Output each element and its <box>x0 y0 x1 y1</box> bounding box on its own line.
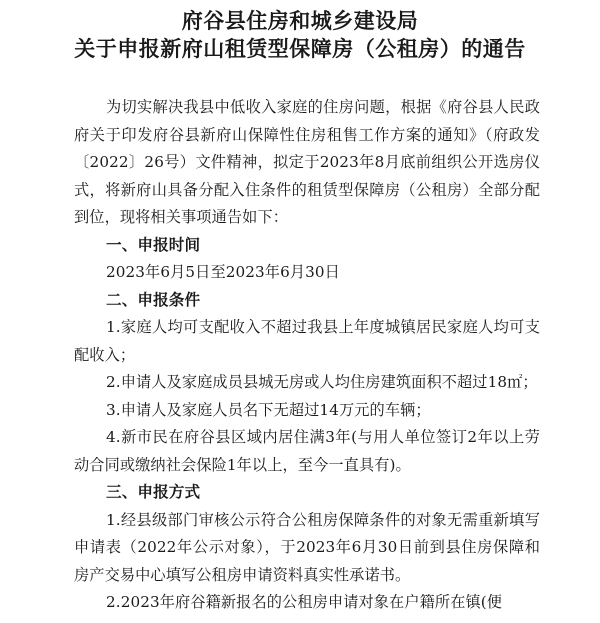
section-heading-conditions: 二、申报条件 <box>106 290 201 309</box>
intro-paragraph: 为切实解决我县中低收入家庭的住房问题，根据《府谷县人民政府关于印发府谷县新府山保障性住房租售工作方案的通知》（府政发〔2022〕26号）文件精神，拟定于2023年8月底前组织公开选房仪式，将新府山具备分配入住条件的租赁型保障房（公租房）全部分配到位，现将相关事项通告如下： <box>74 98 540 226</box>
condition-item: 4.新市民在府谷县区域内居住满3年(与用人单位签订2年以上劳动合同或缴纳社会保险1年以上，至今一直具有)。 <box>74 428 540 474</box>
document-title-subject: 关于申报新府山租赁型保障房（公租房）的通告 <box>74 37 526 61</box>
section-heading-method: 三、申报方式 <box>106 483 201 501</box>
method-item: 1.经县级部门审核公示符合公租房保障条件的对象无需重新填写申请表（2022年公示对象），于2023年6月30日前到县住房保障和房产交易中心填写公租房申请资料真实性承诺书。 <box>74 510 540 584</box>
condition-item: 1.家庭人均可支配收入不超过我县上年度城镇居民家庭人均可支配收入； <box>74 318 540 364</box>
condition-item: 2.申请人及家庭成员县城无房或人均住房建筑面积不超过18㎡； <box>106 373 538 391</box>
document-title-issuer: 府谷县住房和城乡建设局 <box>181 9 419 33</box>
document-body <box>74 94 540 617</box>
method-item: 2.2023年府谷籍新报名的公租房申请对象在户籍所在镇(便 <box>106 593 503 611</box>
application-time-text: 2023年6月5日至2023年6月30日 <box>106 263 340 281</box>
section-heading-application-time: 一、申报时间 <box>106 235 201 254</box>
condition-item: 3.申请人及家庭人员名下无超过14万元的车辆； <box>106 400 431 419</box>
